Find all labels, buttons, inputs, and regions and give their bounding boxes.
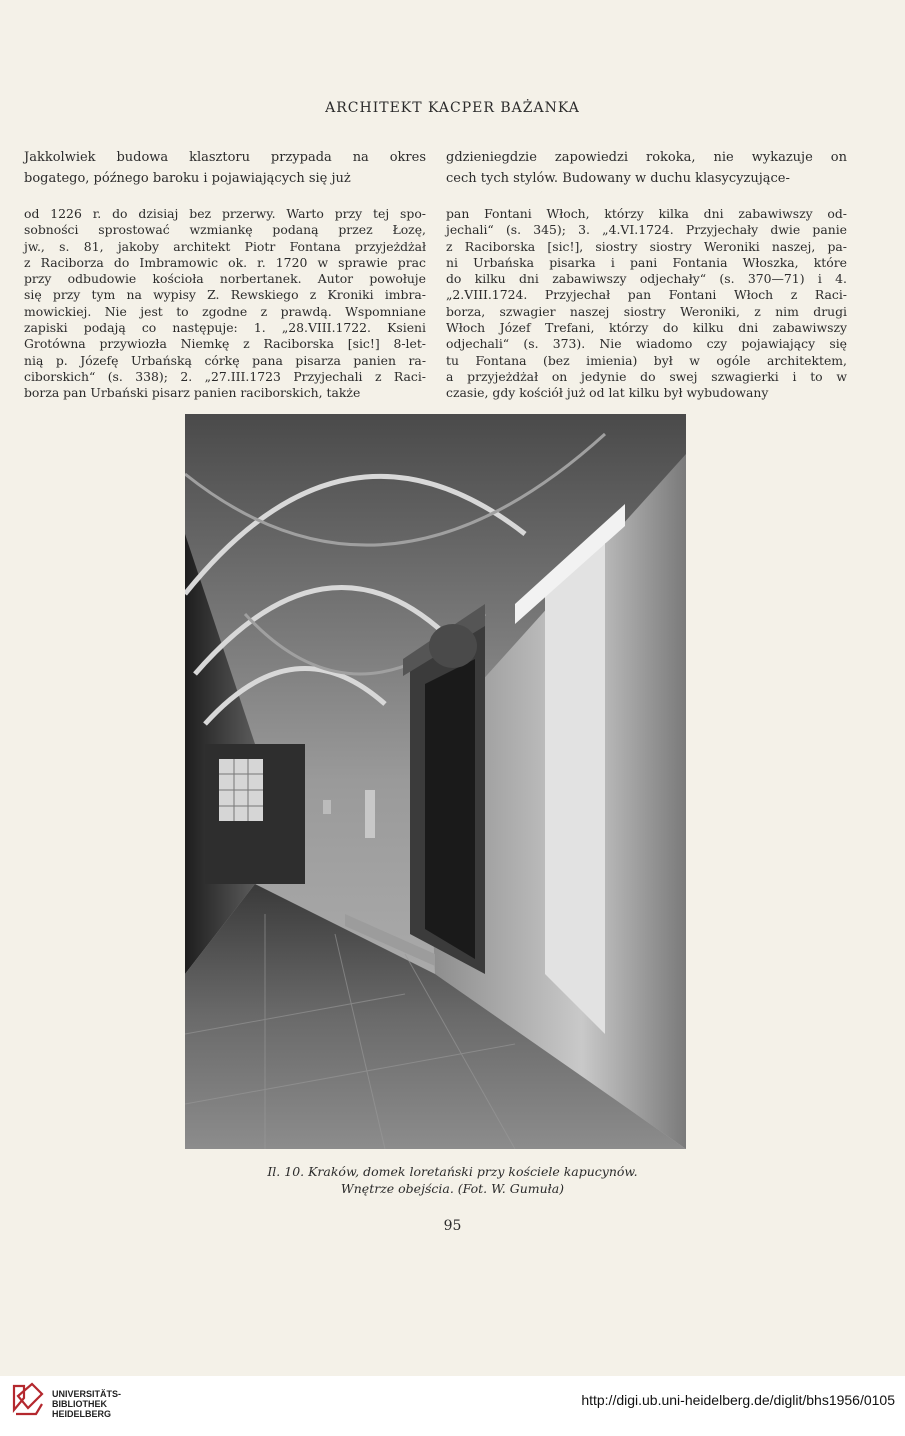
footnote-line: sobności sprostować wzmiankę podaną przez Łozę, <box>24 222 426 238</box>
footnote-line: z Raciborza do Imbramowic ok. r. 1720 w sprawie prac <box>24 254 426 270</box>
footnote-line: nią p. Józefę Urbańską córkę pana pisarza panien ra- <box>24 352 426 368</box>
footnote-line: tu Fontana (bez imienia) był w ogóle architektem, <box>446 352 847 368</box>
footnote-line: ciborskich“ (s. 338); 2. „27.III.1723 Przyjechali z Raci- <box>24 368 426 384</box>
footnote-line: czasie, gdy kościół już od lat kilku był wybudowany <box>446 385 769 401</box>
footnote-line: jw., s. 81, jakoby architekt Piotr Fontana przyjeżdżał <box>24 238 426 254</box>
page-number: 95 <box>443 1218 462 1234</box>
library-logo-icon <box>10 1380 46 1420</box>
footnote-left <box>24 206 426 402</box>
footnote-line: „2.VIII.1724. Przyjechał pan Fontani Włoch z Raci- <box>446 287 847 303</box>
text-line: cech tych stylów. Budowany w duchu klasycyzujące- <box>446 171 790 186</box>
footnote-line: borza, szwagier naszej siostry Weroniki, z nim drugi <box>446 303 847 319</box>
library-footer <box>0 1376 905 1436</box>
text-line: Jakkolwiek budowa klasztoru przypada na okres <box>24 150 426 165</box>
footnote-right <box>446 206 847 402</box>
corridor-illustration <box>185 414 686 1149</box>
running-head: ARCHITEKT KACPER BAŻANKA <box>325 100 580 116</box>
footnote-line: odjechali“ (s. 373). Nie wiadomo czy pojawiający się <box>446 336 847 352</box>
caption-line: Il. 10. Kraków, domek loretański przy kościele kapucynów. <box>267 1164 638 1179</box>
figure-caption <box>0 1163 905 1197</box>
text-line: gdzieniegdzie zapowiedzi rokoka, nie wykazuje on <box>446 150 847 165</box>
footnote-line: się przy tym na wypisy Z. Rewskiego z Kroniki imbra- <box>24 287 426 303</box>
library-name-line: HEIDELBERG <box>52 1409 112 1419</box>
footnote-line: zapiski podają co następuje: 1. „28.VIII.1722. Ksieni <box>24 320 426 336</box>
caption-line: Wnętrze obejścia. (Fot. W. Gumuła) <box>340 1181 565 1196</box>
corridor-photograph <box>185 414 686 1149</box>
footnote-line: pan Fontani Włoch, którzy kilka dni zabawiwszy od- <box>446 206 847 221</box>
library-name-line: UNIVERSITÄTS- <box>52 1389 122 1399</box>
footnote-line: Grotówna przywiozła Niemkę z Raciborska [sic!] 8-let- <box>24 336 426 352</box>
footnote-line: a przyjeżdżał on jedynie do swej szwagierki i to w <box>446 368 847 384</box>
text-line: bogatego, późnego baroku i pojawiających się już <box>24 171 351 186</box>
footnote-line: jechali“ (s. 345); 3. „4.VI.1724. Przyjechały dwie panie <box>446 222 847 238</box>
footnote-line: ni Urbańska pisarka i pani Fontania Włoszka, które <box>446 254 847 270</box>
footnote-line: do kilku dni zabawiwszy odjechały“ (s. 370—71) i 4. <box>446 271 847 287</box>
footnote-line: mowickiej. Nie jest to zgodne z prawdą. Wspomniane <box>24 303 426 319</box>
source-url-link[interactable]: http://digi.ub.uni-heidelberg.de/diglit/bhs1956/0105 <box>581 1392 895 1408</box>
body-text-right <box>446 147 847 189</box>
library-name-line: BIBLIOTHEK <box>52 1399 107 1409</box>
footnote-line: od 1226 r. do dzisiaj bez przerwy. Warto przy tej spo- <box>24 206 426 221</box>
body-text-left <box>24 147 426 189</box>
footnote-line: z Raciborska [sic!], siostry siostry Weroniki naszej, pa- <box>446 238 847 254</box>
footnote-line: borza pan Urbański pisarz panien raciborskich, także <box>24 385 361 401</box>
footnote-line: przy odbudowie kościoła norbertanek. Autor powołuje <box>24 271 426 287</box>
library-name <box>52 1389 121 1419</box>
footnote-line: Włoch Józef Trefani, którzy do kilku dni zabawiwszy <box>446 320 847 336</box>
